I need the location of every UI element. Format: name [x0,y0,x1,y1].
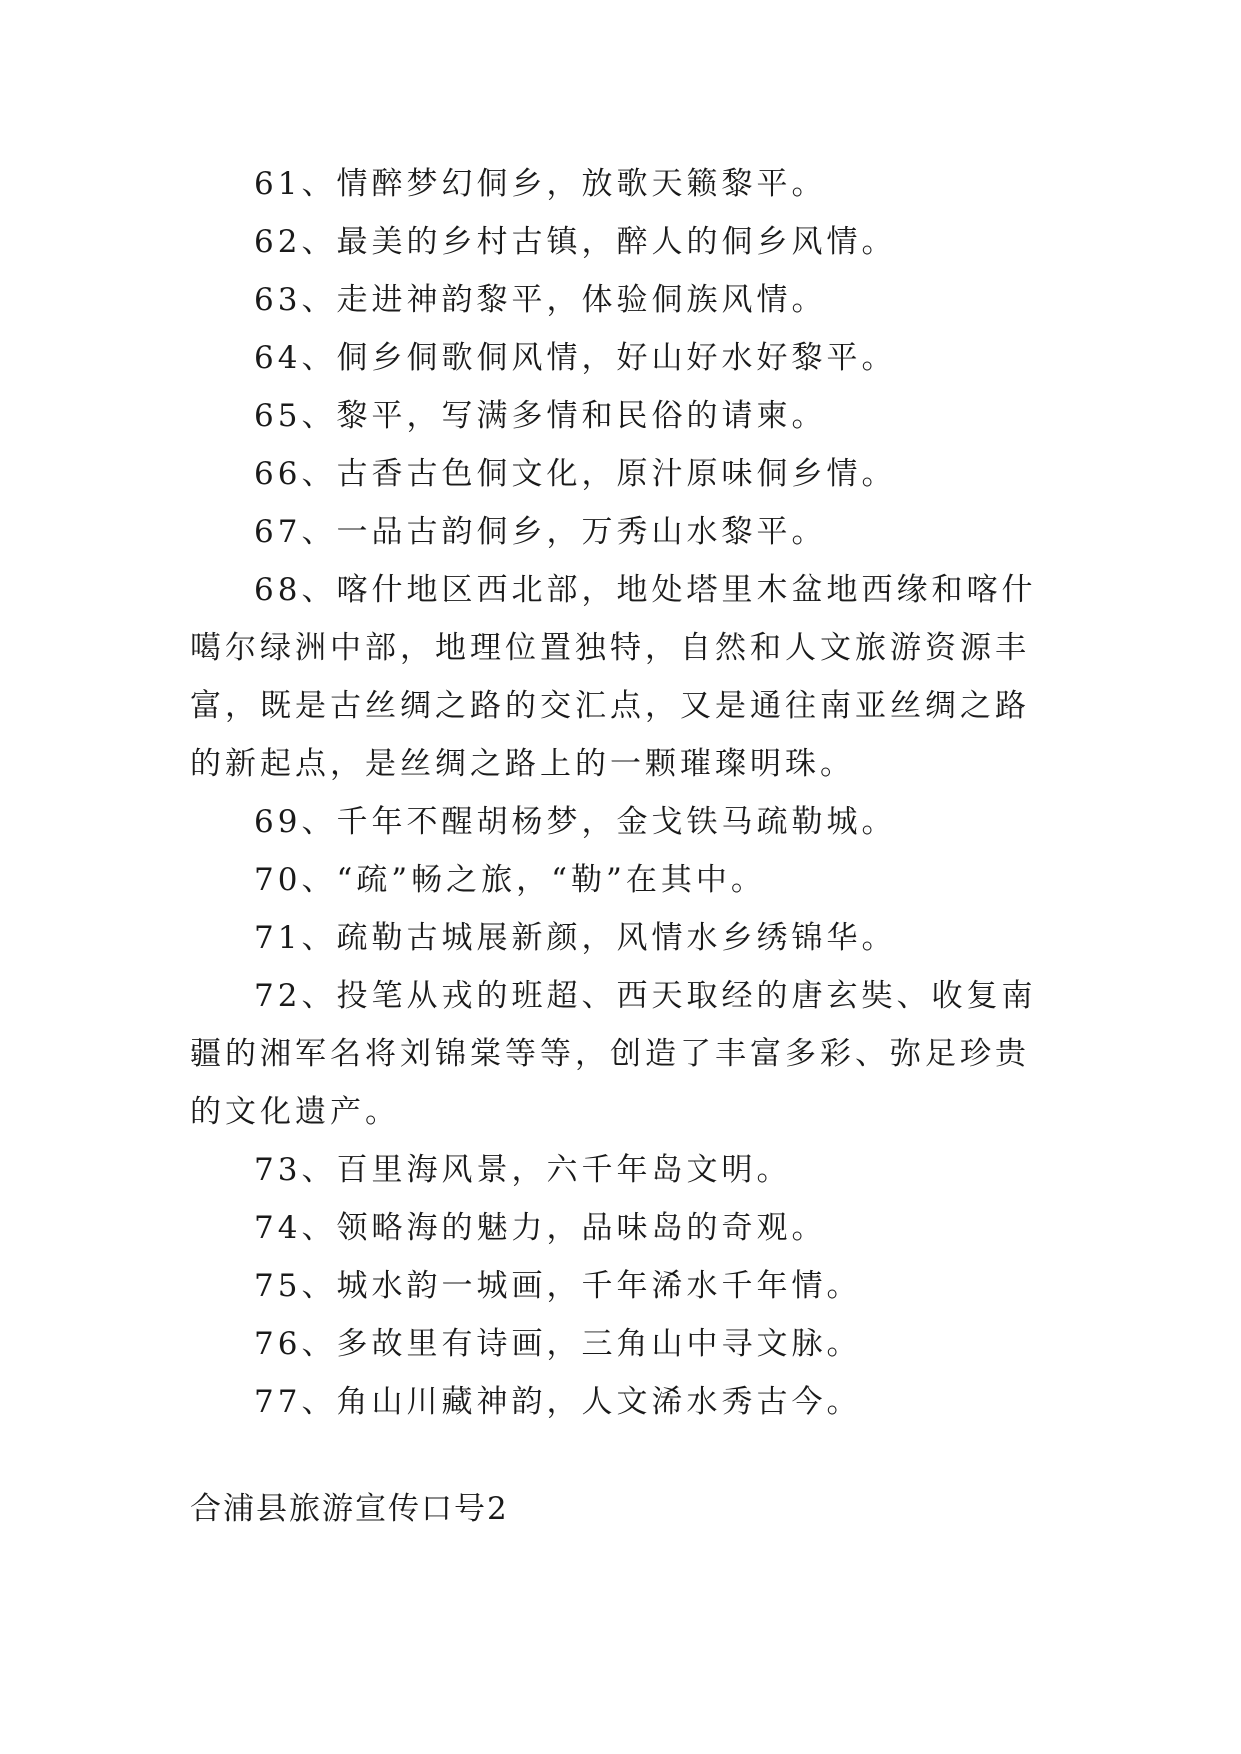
list-item: 61、情醉梦幻侗乡，放歌天籁黎平。 [254,166,827,202]
list-item: 76、多故里有诗画，三角山中寻文脉。 [254,1326,862,1362]
list-item: 67、一品古韵侗乡，万秀山水黎平。 [254,514,827,550]
list-item: 65、黎平，写满多情和民俗的请柬。 [254,398,827,434]
list-item: 69、千年不醒胡杨梦，金戈铁马疏勒城。 [254,804,897,840]
list-item: 71、疏勒古城展新颜，风情水乡绣锦华。 [254,920,897,956]
list-item: 64、侗乡侗歌侗风情，好山好水好黎平。 [254,340,897,376]
list-item: 77、角山川藏神韵，人文浠水秀古今。 [254,1384,862,1420]
list-item: 74、领略海的魅力，品味岛的奇观。 [254,1210,827,1246]
slogan-list [190,155,1050,1431]
list-item: 63、走进神韵黎平，体验侗族风情。 [254,282,827,318]
section-heading: 合浦县旅游宣传口号2 [190,1491,509,1527]
list-item: 68、喀什地区西北部，地处塔里木盆地西缘和喀什噶尔绿洲中部，地理位置独特，自然和人文旅游资源丰富，既是古丝绸之路的交汇点，又是通往南亚丝绸之路的新起点，是丝绸之路上的一颗璀璨明珠。 [190,572,1037,782]
list-item: 66、古香古色侗文化，原汁原味侗乡情。 [254,456,897,492]
list-item: 73、百里海风景，六千年岛文明。 [254,1152,792,1188]
list-item: 70、“疏”畅之旅，“勒”在其中。 [254,862,766,898]
list-item: 62、最美的乡村古镇，醉人的侗乡风情。 [254,224,897,260]
list-item: 72、投笔从戎的班超、西天取经的唐玄奘、收复南疆的湘军名将刘锦棠等等，创造了丰富多彩、弥足珍贵的文化遗产。 [190,978,1037,1130]
list-item: 75、城水韵一城画，千年浠水千年情。 [254,1268,862,1304]
